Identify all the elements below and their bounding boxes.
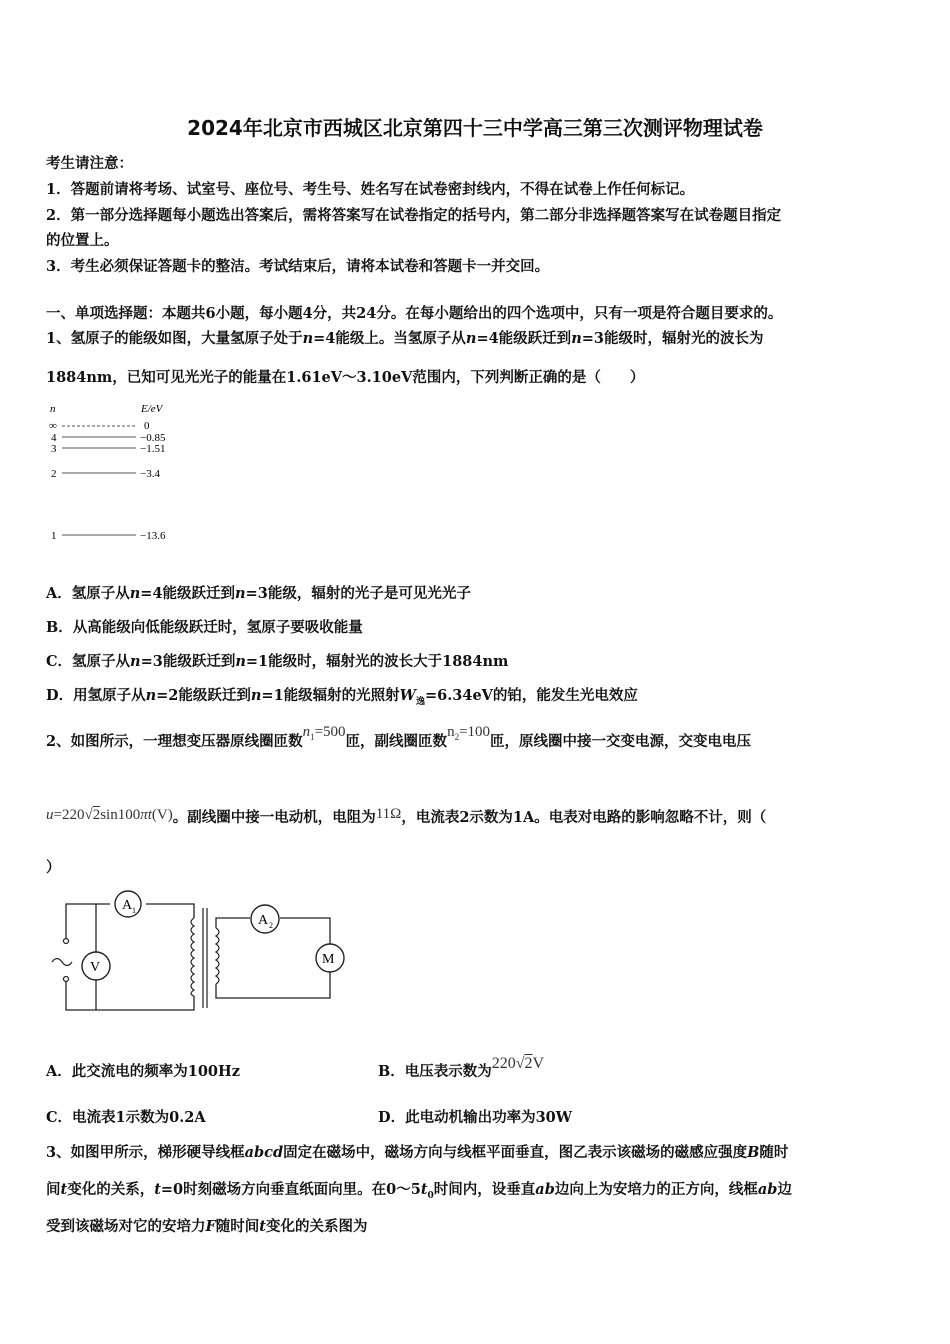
q2-n2-symbol: n <box>447 724 455 740</box>
terminal-top <box>64 939 69 944</box>
primary-wire-top-left <box>66 904 110 938</box>
notice-item-2-cont: 的位置上。 <box>46 232 119 249</box>
q2-b-text: B．电压表示数为 <box>378 1063 492 1080</box>
q2-n1-value: =500 <box>314 724 346 740</box>
q2-text-b: 匝，副线圈匝数 <box>345 733 448 750</box>
primary-coil <box>191 918 194 996</box>
q1-option-b[interactable]: B．从高能级向低能级跃迁时，氢原子要吸收能量 <box>46 619 363 636</box>
q3-text: 间 <box>46 1181 61 1198</box>
question-2-stem-line2 <box>46 806 766 827</box>
q1-a-text: =4能级跃迁到 <box>140 585 236 602</box>
question-1-stem-cont: 1884nm，已知可见光光子的能量在1.61eV～3.10eV范围内，下列判断正确的是（ ） <box>46 369 645 386</box>
q3-sub: 0 <box>427 1190 434 1201</box>
sqrt-icon: √ <box>515 1055 525 1072</box>
secondary-wire-bottom <box>216 972 330 998</box>
q1-a-text: A．氢原子从 <box>46 585 130 602</box>
q3-text: 时间内，设垂直 <box>433 1181 536 1198</box>
q2-n1-symbol: n <box>302 724 311 740</box>
q1-d-text: D．用氢原子从 <box>46 687 146 704</box>
q3-text: 随时间 <box>215 1218 260 1235</box>
q1-text-c: =4能级跃迁到 <box>476 330 572 347</box>
q1-d-text: =6.34eV的铂，能发生光电效应 <box>424 687 638 704</box>
q2-option-c[interactable]: C．电流表1示数为0.2A <box>46 1109 206 1126</box>
q1-n-var: n <box>235 653 246 670</box>
formula-t: t <box>147 807 152 823</box>
formula-root: 2 <box>92 807 101 823</box>
q1-n-var: n <box>465 330 477 347</box>
formula-amplitude: =220 <box>53 807 85 823</box>
level-e-2: −3.4 <box>140 468 160 480</box>
q2-b-value: 220 <box>491 1055 516 1072</box>
q1-n-var: n <box>130 653 141 670</box>
q1-work-function-sub: 逸 <box>415 696 425 707</box>
q3-var: t <box>420 1181 428 1198</box>
q3-var: t <box>259 1218 266 1235</box>
q3-var: F <box>205 1218 216 1235</box>
q2-text-d: 。副线圈中接一电动机，电阻为 <box>172 809 376 826</box>
secondary-coil <box>216 928 219 984</box>
q2-option-d[interactable]: D．此电动机输出功率为30W <box>378 1109 573 1126</box>
q3-var: B <box>747 1144 760 1161</box>
q1-n-var: n <box>250 687 262 704</box>
ac-source-icon <box>52 959 72 966</box>
primary-wire-top-right <box>146 904 194 918</box>
formula-unit: (V) <box>151 807 173 823</box>
formula-pi: π <box>140 807 148 823</box>
q3-var: ab <box>757 1181 778 1198</box>
question-3-stem-line3 <box>46 1215 368 1236</box>
level-n-inf: ∞ <box>49 420 57 432</box>
q1-text-d: =3能级时，辐射光的波长为 <box>581 330 764 347</box>
q3-var: t <box>154 1181 161 1198</box>
q1-c-text: =1能级时，辐射光的波长大于1884nm <box>245 653 509 670</box>
q2-resistance: 11Ω <box>375 806 402 822</box>
q3-text: 固定在磁场中，磁场方向与线框平面垂直，图乙表示该磁场的磁感应强度 <box>283 1144 748 1161</box>
q1-n-var: n <box>571 330 582 347</box>
ammeter-1-label: A <box>122 898 133 913</box>
q1-text-a: 1、氢原子的能级如图，大量氢原子处于 <box>46 330 303 347</box>
voltage-formula <box>46 807 173 823</box>
level-n-1: 1 <box>51 530 57 542</box>
q3-var: abcd <box>244 1144 284 1161</box>
level-e-4: −0.85 <box>140 432 166 444</box>
q2-b-unit: V <box>532 1055 545 1072</box>
q1-text-b: =4能级上。当氢原子从 <box>313 330 466 347</box>
q3-text: 变化的关系， <box>67 1181 155 1198</box>
q2-option-a[interactable]: A．此交流电的频率为100Hz <box>46 1063 240 1080</box>
q1-work-function-symbol: W <box>399 687 416 704</box>
notice-heading: 考生请注意： <box>46 155 133 172</box>
q3-text: 边向上为安培力的正方向，线框 <box>554 1181 758 1198</box>
notice-item-1: 1．答题前请将考场、试室号、座位号、考生号、姓名写在试卷密封线内，不得在试卷上作任何标记。 <box>46 181 695 198</box>
secondary-wire-top-right <box>280 918 330 944</box>
q3-text: 受到该磁场对它的安培力 <box>46 1218 206 1235</box>
q1-n-var: n <box>235 585 246 602</box>
ammeter-1-sub: 1 <box>132 906 136 915</box>
formula-sin: sin100 <box>100 807 141 823</box>
q1-n-var: n <box>145 687 157 704</box>
q2-option-b[interactable] <box>378 1055 545 1081</box>
terminal-bottom <box>64 977 69 982</box>
question-1-stem <box>46 327 763 348</box>
notice-item-3: 3．考生必须保证答题卡的整洁。考试结束后，请将本试卷和答题卡一并交回。 <box>46 258 550 275</box>
energy-level-diagram <box>44 400 194 550</box>
q3-var: ab <box>535 1181 555 1198</box>
q3-text: 变化的关系图为 <box>266 1218 368 1235</box>
level-e-inf: 0 <box>144 420 150 432</box>
formula-u: u <box>46 807 54 823</box>
level-e-1: −13.6 <box>140 530 166 542</box>
q2-text-c: 匝，原线圈中接一交变电源，交变电电压 <box>490 733 752 750</box>
level-n-4: 4 <box>51 432 57 444</box>
q3-text: 3、如图甲所示，梯形硬导线框 <box>46 1144 245 1161</box>
q1-option-d[interactable] <box>46 684 638 707</box>
q1-d-text: =2能级跃迁到 <box>156 687 251 704</box>
question-2-stem-line3: ） <box>46 859 61 876</box>
voltmeter-label: V <box>90 960 101 975</box>
q1-c-text: =3能级跃迁到 <box>140 653 236 670</box>
q1-c-text: C．氢原子从 <box>46 653 131 670</box>
level-n-3: 3 <box>51 443 57 455</box>
q1-a-text: =3能级，辐射的光子是可见光光子 <box>245 585 471 602</box>
q3-var: t <box>60 1181 68 1198</box>
question-3-stem-line2 <box>46 1178 792 1201</box>
diagram-e-label: E/eV <box>141 403 163 415</box>
section-heading: 一、单项选择题：本题共6小题，每小题4分，共24分。在每小题给出的四个选项中，只有一项是符合题目要求的。 <box>46 305 783 322</box>
q3-text: 随时 <box>759 1144 789 1161</box>
q1-option-c[interactable] <box>46 650 508 671</box>
q3-text: 边 <box>777 1181 792 1198</box>
q2-n2-sub: 2 <box>454 732 460 742</box>
motor-label: M <box>322 952 335 967</box>
q1-n-var: n <box>129 585 141 602</box>
question-3-stem <box>46 1141 788 1162</box>
sqrt-icon: √ <box>84 807 93 823</box>
q2-text-a: 2、如图所示，一理想变压器原线圈匝数 <box>46 733 303 750</box>
q1-d-text: =1能级辐射的光照射 <box>261 687 400 704</box>
q2-text-e: ，电流表2示数为1A。电表对电路的影响忽略不计，则（ <box>401 809 767 826</box>
page-title: 2024年北京市西城区北京第四十三中学高三第三次测评物理试卷 <box>187 116 763 140</box>
q2-b-root: 2 <box>524 1055 533 1072</box>
q1-n-var: n <box>302 330 314 347</box>
question-2-stem <box>46 724 752 752</box>
q2-n1-sub: 1 <box>310 732 315 742</box>
transformer-circuit <box>50 886 360 1016</box>
q2-n2-value: =100 <box>459 724 491 740</box>
ammeter-2-sub: 2 <box>269 921 273 930</box>
notice-item-2: 2．第一部分选择题每小题选出答案后，需将答案写在试卷指定的括号内，第二部分非选择题答案写在试卷题目指定 <box>46 207 782 224</box>
level-n-2: 2 <box>51 468 57 480</box>
ammeter-2-label: A <box>258 913 269 928</box>
diagram-n-label: n <box>50 403 56 415</box>
secondary-wire-top-left <box>216 918 250 928</box>
q1-option-a[interactable] <box>46 582 471 603</box>
primary-wire-bottom <box>66 982 194 1010</box>
q3-text: =0时刻磁场方向垂直纸面向里。在0～5 <box>160 1181 421 1198</box>
level-e-3: −1.51 <box>140 443 166 455</box>
